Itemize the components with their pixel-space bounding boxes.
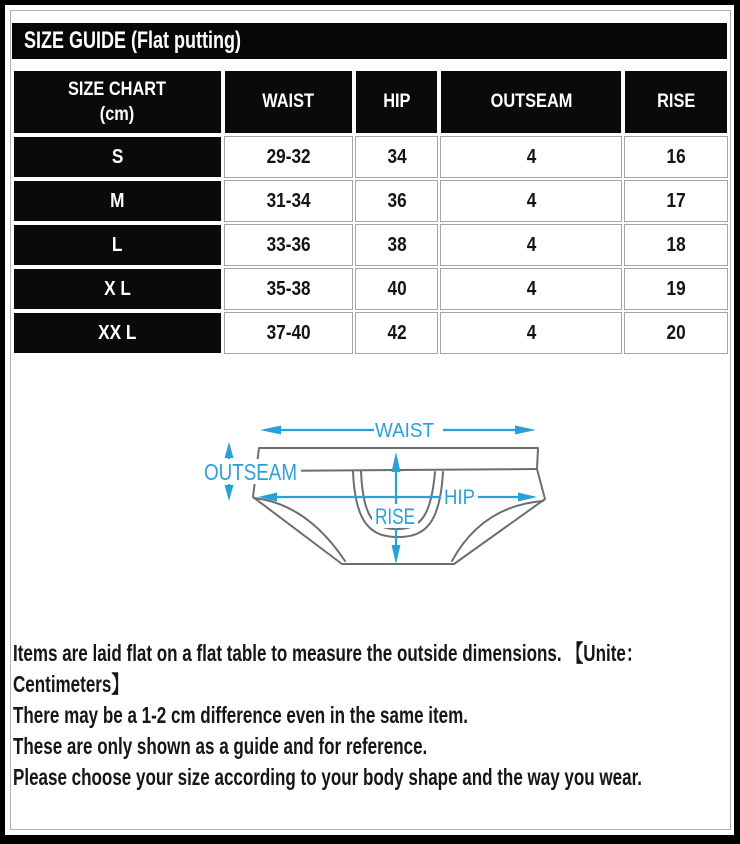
content-area [10, 10, 731, 830]
hip-cell: 40 [355, 268, 438, 310]
hip-cell: 38 [355, 224, 438, 266]
table-row [13, 180, 728, 222]
rise-cell: 19 [624, 268, 728, 310]
col-header-waist: WAIST [224, 70, 353, 134]
col-header-rise: RISE [624, 70, 728, 134]
waist-cell: 37-40 [224, 312, 353, 354]
col-header-size [13, 70, 222, 134]
hip-cell: 34 [355, 136, 438, 178]
arrowhead-right-icon [515, 426, 536, 435]
size-chart-label-line2: (cm) [100, 104, 135, 125]
table-row [13, 312, 728, 354]
arrowhead-left-icon [260, 426, 281, 435]
outseam-cell: 4 [440, 224, 622, 266]
arrowhead-down-icon [392, 545, 401, 564]
col-header-outseam: OUTSEAM [440, 70, 622, 134]
measurement-notes [11, 638, 730, 793]
note-line: There may be a 1-2 cm difference even in the same item. [13, 702, 469, 728]
title-bar [12, 23, 727, 59]
rise-label: RISE [375, 504, 415, 529]
outseam-cell: 4 [440, 180, 622, 222]
waist-cell: 31-34 [224, 180, 353, 222]
arrowhead-down-icon [225, 485, 234, 501]
hip-label: HIP [444, 486, 475, 509]
rise-cell: 18 [624, 224, 728, 266]
size-cell: X L [13, 268, 222, 310]
hip-cell: 36 [355, 180, 438, 222]
table-row [13, 268, 728, 310]
outseam-cell: 4 [440, 268, 622, 310]
arrowhead-up-icon [225, 442, 234, 458]
waist-cell: 33-36 [224, 224, 353, 266]
measurement-diagram [11, 409, 731, 581]
rise-cell: 17 [624, 180, 728, 222]
waist-cell: 35-38 [224, 268, 353, 310]
size-chart-label-line1: SIZE CHART [68, 79, 167, 100]
size-cell: S [13, 136, 222, 178]
outseam-cell: 4 [440, 136, 622, 178]
rise-cell: 20 [624, 312, 728, 354]
waist-label: WAIST [375, 420, 434, 442]
col-header-hip: HIP [355, 70, 438, 134]
rise-cell: 16 [624, 136, 728, 178]
waist-cell: 29-32 [224, 136, 353, 178]
size-cell: XX L [13, 312, 222, 354]
note-line: Centimeters】 [13, 671, 129, 697]
arrowhead-right-icon [518, 493, 537, 502]
size-cell: L [13, 224, 222, 266]
hip-arrow [258, 493, 537, 502]
arrowhead-up-icon [392, 452, 401, 472]
page-title: SIZE GUIDE (Flat putting) [24, 27, 241, 54]
size-chart-table [11, 68, 730, 356]
note-line: Items are laid flat on a flat table to measure the outside dimensions. 【Unite： [13, 640, 643, 666]
hip-cell: 42 [355, 312, 438, 354]
note-line: Please choose your size according to your body shape and the way you wear. [13, 764, 642, 790]
note-line: These are only shown as a guide and for reference. [13, 733, 428, 759]
outseam-label: OUTSEAM [204, 459, 297, 485]
table-row [13, 224, 728, 266]
table-row [13, 136, 728, 178]
size-cell: M [13, 180, 222, 222]
outseam-cell: 4 [440, 312, 622, 354]
table-header-row [13, 70, 728, 134]
